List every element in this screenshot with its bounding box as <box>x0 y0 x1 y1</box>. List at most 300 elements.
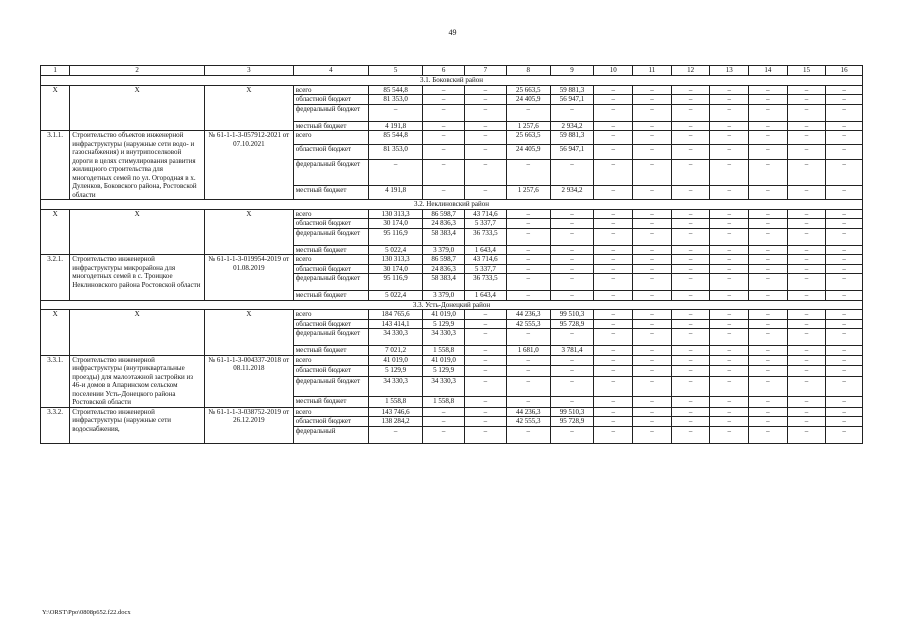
amount-cell: – <box>423 185 465 199</box>
amount-cell: – <box>594 426 633 443</box>
funding-source: областной бюджет <box>293 219 368 229</box>
amount-cell: – <box>749 85 788 95</box>
amount-cell: – <box>787 264 826 274</box>
amount-cell: – <box>550 255 594 265</box>
amount-cell: – <box>787 274 826 291</box>
amount-cell: – <box>594 355 633 366</box>
amount-cell: – <box>423 85 465 95</box>
amount-cell: 1 558,8 <box>368 396 422 407</box>
amount-cell: – <box>550 329 594 346</box>
amount-cell: – <box>465 95 507 105</box>
amount-cell: – <box>594 228 633 245</box>
amount-cell: 30 174,0 <box>368 219 422 229</box>
amount-cell: – <box>594 131 633 145</box>
amount-cell: 41 019,0 <box>368 355 422 366</box>
amount-cell: 59 881,3 <box>550 131 594 145</box>
column-number: 11 <box>633 66 672 76</box>
amount-cell: 95 116,9 <box>368 228 422 245</box>
amount-cell: – <box>710 291 749 301</box>
amount-cell: – <box>550 219 594 229</box>
amount-cell: – <box>506 355 550 366</box>
amount-cell: 24 405,9 <box>506 95 550 105</box>
amount-cell: – <box>710 245 749 255</box>
amount-cell: – <box>826 131 863 145</box>
amount-cell: – <box>710 131 749 145</box>
object-name: X <box>70 209 205 255</box>
amount-cell: – <box>506 426 550 443</box>
amount-cell: – <box>826 245 863 255</box>
amount-cell: – <box>633 95 672 105</box>
page-number: 49 <box>448 28 457 37</box>
amount-cell: – <box>671 95 710 105</box>
amount-cell: – <box>671 219 710 229</box>
amount-cell: 4 191,8 <box>368 185 422 199</box>
amount-cell: – <box>826 310 863 320</box>
amount-cell: – <box>550 396 594 407</box>
amount-cell: – <box>826 407 863 417</box>
amount-cell: – <box>633 274 672 291</box>
amount-cell: – <box>787 209 826 219</box>
amount-cell: – <box>826 104 863 121</box>
funding-source: федеральный бюджет <box>293 159 368 185</box>
amount-cell: 5 129,9 <box>423 366 465 377</box>
amount-cell: – <box>826 95 863 105</box>
section-row <box>41 76 863 86</box>
amount-cell: – <box>633 219 672 229</box>
amount-cell: – <box>594 245 633 255</box>
amount-cell: – <box>710 366 749 377</box>
amount-cell: – <box>787 185 826 199</box>
amount-cell: – <box>633 104 672 121</box>
amount-cell: – <box>550 159 594 185</box>
amount-cell: 95 728,9 <box>550 319 594 329</box>
amount-cell: 44 236,3 <box>506 310 550 320</box>
expertise-conclusion: № 61-1-1-3-057912-2021 от 07.10.2021 <box>204 131 293 200</box>
amount-cell: – <box>749 319 788 329</box>
amount-cell: – <box>506 255 550 265</box>
amount-cell: – <box>423 145 465 159</box>
amount-cell: 24 405,9 <box>506 145 550 159</box>
amount-cell: – <box>671 121 710 131</box>
amount-cell: – <box>633 417 672 427</box>
amount-cell: – <box>594 264 633 274</box>
amount-cell: – <box>594 319 633 329</box>
item-number: X <box>41 85 70 131</box>
table-row <box>41 407 863 417</box>
amount-cell: – <box>633 245 672 255</box>
amount-cell: 4 191,8 <box>368 121 422 131</box>
amount-cell: – <box>465 85 507 95</box>
funding-source: местный бюджет <box>293 185 368 199</box>
amount-cell: – <box>826 291 863 301</box>
amount-cell: – <box>633 159 672 185</box>
amount-cell: 41 019,0 <box>423 310 465 320</box>
amount-cell: – <box>633 355 672 366</box>
amount-cell: – <box>710 85 749 95</box>
amount-cell: – <box>671 396 710 407</box>
amount-cell: – <box>465 159 507 185</box>
amount-cell: – <box>710 264 749 274</box>
amount-cell: 85 544,8 <box>368 85 422 95</box>
funding-source: федеральный бюджет <box>293 329 368 346</box>
amount-cell: – <box>633 85 672 95</box>
amount-cell: 58 383,4 <box>423 228 465 245</box>
amount-cell: 1 257,6 <box>506 121 550 131</box>
amount-cell: 86 598,7 <box>423 255 465 265</box>
amount-cell: – <box>671 245 710 255</box>
amount-cell: – <box>465 319 507 329</box>
amount-cell: 41 019,0 <box>423 355 465 366</box>
amount-cell: 85 544,8 <box>368 131 422 145</box>
amount-cell: 2 934,2 <box>550 185 594 199</box>
amount-cell: – <box>423 104 465 121</box>
amount-cell: – <box>671 310 710 320</box>
amount-cell: 56 947,1 <box>550 95 594 105</box>
amount-cell: – <box>749 366 788 377</box>
amount-cell: – <box>826 121 863 131</box>
funding-source: федеральный бюджет <box>293 377 368 396</box>
amount-cell: – <box>633 426 672 443</box>
amount-cell: – <box>710 95 749 105</box>
amount-cell: – <box>550 366 594 377</box>
amount-cell: 56 947,1 <box>550 145 594 159</box>
amount-cell: – <box>633 121 672 131</box>
column-number: 6 <box>423 66 465 76</box>
funding-source: местный бюджет <box>293 346 368 356</box>
amount-cell: – <box>633 255 672 265</box>
amount-cell: – <box>423 121 465 131</box>
amount-cell: – <box>749 291 788 301</box>
amount-cell: – <box>671 255 710 265</box>
column-number: 3 <box>204 66 293 76</box>
amount-cell: – <box>465 310 507 320</box>
amount-cell: – <box>633 145 672 159</box>
amount-cell: – <box>710 346 749 356</box>
amount-cell: – <box>671 145 710 159</box>
amount-cell: – <box>671 228 710 245</box>
amount-cell: – <box>787 121 826 131</box>
amount-cell: – <box>826 417 863 427</box>
amount-cell: – <box>671 104 710 121</box>
amount-cell: – <box>550 426 594 443</box>
amount-cell: 30 174,0 <box>368 264 422 274</box>
amount-cell: 81 353,0 <box>368 145 422 159</box>
amount-cell: – <box>710 274 749 291</box>
amount-cell: 3 379,0 <box>423 291 465 301</box>
amount-cell: – <box>787 219 826 229</box>
amount-cell: – <box>710 121 749 131</box>
amount-cell: – <box>710 377 749 396</box>
amount-cell: – <box>787 366 826 377</box>
amount-cell: – <box>787 346 826 356</box>
amount-cell: 130 313,3 <box>368 209 422 219</box>
column-number: 8 <box>506 66 550 76</box>
funding-source: федеральный бюджет <box>293 104 368 121</box>
amount-cell: 1 643,4 <box>465 245 507 255</box>
funding-source: всего <box>293 407 368 417</box>
amount-cell: – <box>710 355 749 366</box>
column-number: 10 <box>594 66 633 76</box>
amount-cell: – <box>671 329 710 346</box>
amount-cell: 44 236,3 <box>506 407 550 417</box>
amount-cell: – <box>826 426 863 443</box>
column-number: 14 <box>749 66 788 76</box>
header-row <box>41 66 863 76</box>
amount-cell: – <box>826 329 863 346</box>
amount-cell: – <box>710 209 749 219</box>
amount-cell: – <box>787 291 826 301</box>
amount-cell: 99 510,3 <box>550 407 594 417</box>
amount-cell: – <box>465 417 507 427</box>
amount-cell: 130 313,3 <box>368 255 422 265</box>
funding-source: областной бюджет <box>293 145 368 159</box>
amount-cell: – <box>826 355 863 366</box>
amount-cell: – <box>506 329 550 346</box>
amount-cell: – <box>710 310 749 320</box>
amount-cell: – <box>749 209 788 219</box>
amount-cell: – <box>594 159 633 185</box>
amount-cell: – <box>423 131 465 145</box>
amount-cell: – <box>671 209 710 219</box>
item-number: 3.1.1. <box>41 131 70 200</box>
amount-cell: – <box>671 346 710 356</box>
amount-cell: – <box>749 145 788 159</box>
amount-cell: – <box>465 377 507 396</box>
amount-cell: – <box>594 104 633 121</box>
expertise-conclusion: № 61-1-1-3-004337-2018 от 08.11.2018 <box>204 355 293 407</box>
amount-cell: – <box>506 377 550 396</box>
amount-cell: – <box>633 366 672 377</box>
amount-cell: – <box>826 366 863 377</box>
amount-cell: – <box>550 274 594 291</box>
amount-cell: – <box>423 95 465 105</box>
funding-source: всего <box>293 209 368 219</box>
amount-cell: 5 129,9 <box>423 319 465 329</box>
amount-cell: – <box>671 185 710 199</box>
amount-cell: 1 558,8 <box>423 346 465 356</box>
amount-cell: 143 746,6 <box>368 407 422 417</box>
amount-cell: – <box>826 396 863 407</box>
amount-cell: – <box>787 377 826 396</box>
object-name: X <box>70 85 205 131</box>
amount-cell: – <box>787 85 826 95</box>
amount-cell: – <box>594 185 633 199</box>
funding-source: местный бюджет <box>293 291 368 301</box>
section-title: 3.1. Боковский район <box>41 76 863 86</box>
column-number: 4 <box>293 66 368 76</box>
amount-cell: – <box>826 255 863 265</box>
amount-cell: 25 663,5 <box>506 85 550 95</box>
amount-cell: – <box>826 228 863 245</box>
amount-cell: – <box>594 209 633 219</box>
object-name: Строительство инженерной инфраструктуры (наружные сети водоснабжения, <box>70 407 205 443</box>
amount-cell: – <box>594 255 633 265</box>
amount-cell: – <box>787 255 826 265</box>
expertise-conclusion: X <box>204 209 293 255</box>
funding-source: федеральный бюджет <box>293 228 368 245</box>
amount-cell: – <box>506 219 550 229</box>
amount-cell: – <box>506 291 550 301</box>
amount-cell: – <box>826 185 863 199</box>
amount-cell: – <box>710 396 749 407</box>
amount-cell: – <box>671 426 710 443</box>
amount-cell: – <box>749 159 788 185</box>
amount-cell: – <box>787 319 826 329</box>
amount-cell: 138 284,2 <box>368 417 422 427</box>
amount-cell: – <box>594 145 633 159</box>
funding-source: областной бюджет <box>293 264 368 274</box>
amount-cell: – <box>633 310 672 320</box>
financing-table <box>40 65 863 444</box>
amount-cell: – <box>826 209 863 219</box>
amount-cell: – <box>787 95 826 105</box>
amount-cell: – <box>787 310 826 320</box>
amount-cell: – <box>506 396 550 407</box>
amount-cell: – <box>787 355 826 366</box>
amount-cell: – <box>710 417 749 427</box>
amount-cell: – <box>465 426 507 443</box>
column-number: 15 <box>787 66 826 76</box>
amount-cell: – <box>710 228 749 245</box>
amount-cell: – <box>671 291 710 301</box>
amount-cell: 1 681,0 <box>506 346 550 356</box>
amount-cell: 59 881,3 <box>550 85 594 95</box>
amount-cell: – <box>465 121 507 131</box>
item-number: X <box>41 310 70 356</box>
amount-cell: – <box>749 245 788 255</box>
amount-cell: – <box>465 366 507 377</box>
amount-cell: – <box>506 366 550 377</box>
amount-cell: – <box>671 159 710 185</box>
amount-cell: 2 934,2 <box>550 121 594 131</box>
section-title: 3.2. Неклиновский район <box>41 200 863 210</box>
amount-cell: – <box>633 377 672 396</box>
expertise-conclusion: X <box>204 310 293 356</box>
amount-cell: – <box>465 185 507 199</box>
amount-cell: – <box>710 255 749 265</box>
amount-cell: 86 598,7 <box>423 209 465 219</box>
amount-cell: 36 733,5 <box>465 274 507 291</box>
amount-cell: – <box>423 417 465 427</box>
amount-cell: – <box>749 131 788 145</box>
section-title: 3.3. Усть-Донецкий район <box>41 300 863 310</box>
table-row <box>41 85 863 95</box>
amount-cell: – <box>633 131 672 145</box>
amount-cell: – <box>749 274 788 291</box>
amount-cell: – <box>506 228 550 245</box>
expertise-conclusion: X <box>204 85 293 131</box>
amount-cell: – <box>749 346 788 356</box>
amount-cell: – <box>671 355 710 366</box>
amount-cell: – <box>633 329 672 346</box>
amount-cell: – <box>826 377 863 396</box>
amount-cell: – <box>671 417 710 427</box>
amount-cell: 34 330,3 <box>423 329 465 346</box>
amount-cell: – <box>671 264 710 274</box>
amount-cell: – <box>749 255 788 265</box>
amount-cell: – <box>749 104 788 121</box>
funding-source: всего <box>293 85 368 95</box>
table-row <box>41 255 863 265</box>
amount-cell: – <box>594 329 633 346</box>
amount-cell: 3 379,0 <box>423 245 465 255</box>
amount-cell: – <box>749 185 788 199</box>
amount-cell: – <box>787 407 826 417</box>
amount-cell: – <box>749 377 788 396</box>
amount-cell: – <box>423 159 465 185</box>
amount-cell: – <box>465 131 507 145</box>
funding-source: областной бюджет <box>293 95 368 105</box>
amount-cell: 1 558,8 <box>423 396 465 407</box>
amount-cell: 42 555,3 <box>506 417 550 427</box>
amount-cell: – <box>506 159 550 185</box>
amount-cell: – <box>826 264 863 274</box>
amount-cell: – <box>826 319 863 329</box>
amount-cell: 1 643,4 <box>465 291 507 301</box>
table-body <box>41 66 863 444</box>
section-row <box>41 300 863 310</box>
amount-cell: – <box>594 407 633 417</box>
amount-cell: – <box>633 319 672 329</box>
funding-source: областной бюджет <box>293 366 368 377</box>
amount-cell: 5 022,4 <box>368 245 422 255</box>
amount-cell: – <box>749 264 788 274</box>
item-number: X <box>41 209 70 255</box>
amount-cell: 1 257,6 <box>506 185 550 199</box>
expertise-conclusion: № 61-1-1-3-038752-2019 от 26.12.2019 <box>204 407 293 443</box>
amount-cell: – <box>506 274 550 291</box>
footer-file-path: Y:\ORST\Ppo\0808p652.f22.docx <box>42 609 131 616</box>
amount-cell: – <box>749 407 788 417</box>
amount-cell: – <box>633 396 672 407</box>
funding-source: всего <box>293 131 368 145</box>
column-number: 16 <box>826 66 863 76</box>
amount-cell: – <box>594 274 633 291</box>
funding-source: местный бюджет <box>293 245 368 255</box>
amount-cell: – <box>594 377 633 396</box>
column-number: 7 <box>465 66 507 76</box>
column-number: 9 <box>550 66 594 76</box>
amount-cell: 5 022,4 <box>368 291 422 301</box>
funding-source: местный бюджет <box>293 121 368 131</box>
amount-cell: – <box>787 417 826 427</box>
amount-cell: – <box>594 346 633 356</box>
amount-cell: – <box>787 104 826 121</box>
amount-cell: – <box>633 407 672 417</box>
column-number: 12 <box>671 66 710 76</box>
funding-source: областной бюджет <box>293 319 368 329</box>
amount-cell: 34 330,3 <box>368 329 422 346</box>
amount-cell: – <box>465 355 507 366</box>
amount-cell: 5 129,9 <box>368 366 422 377</box>
amount-cell: – <box>710 219 749 229</box>
amount-cell: – <box>465 346 507 356</box>
amount-cell: – <box>550 228 594 245</box>
amount-cell: – <box>826 274 863 291</box>
amount-cell: – <box>749 396 788 407</box>
amount-cell: 184 765,6 <box>368 310 422 320</box>
amount-cell: – <box>506 209 550 219</box>
amount-cell: – <box>594 85 633 95</box>
table-row <box>41 355 863 366</box>
amount-cell: – <box>671 319 710 329</box>
column-number: 13 <box>710 66 749 76</box>
amount-cell: – <box>671 274 710 291</box>
object-name: X <box>70 310 205 356</box>
amount-cell: 5 337,7 <box>465 219 507 229</box>
amount-cell: – <box>633 264 672 274</box>
amount-cell: – <box>710 159 749 185</box>
